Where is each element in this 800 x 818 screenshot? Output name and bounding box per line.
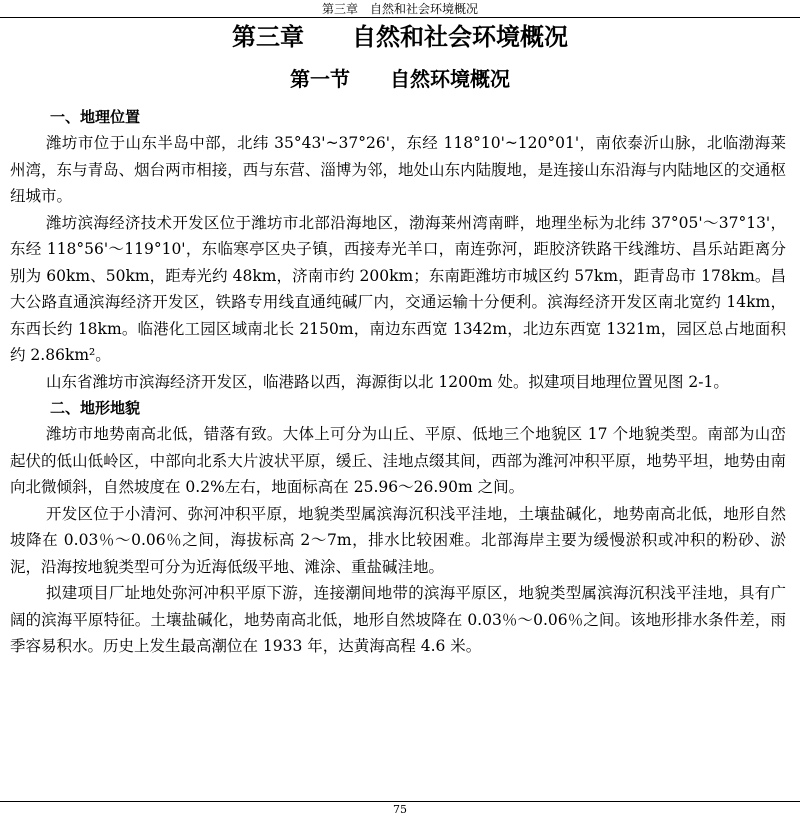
subsection-heading: 一、地理位置 [50,108,141,126]
paragraph: 山东省潍坊市滨海经济开发区，临港路以西，海源街以北 1200m 处。拟建项目地理位置见图 2-1。 [46,372,729,391]
section-title: 第一节 自然环境概况 [290,67,510,91]
paragraph: 潍坊市位于山东半岛中部，北纬 35°43'~37°26'，东经 118°10'~120°01'，南依泰沂山脉，北临渤海莱州湾，东与青岛、烟台两市相接，西与东营、淄博为邻，地处山东内陆腹地，是连接山东沿海与内陆地区的交通枢纽城市。 [10,134,786,205]
page-number: 75 [393,803,407,816]
paragraph: 潍坊市地势南高北低，错落有致。大体上可分为山丘、平原、低地三个地貌区 17 个地貌类型。南部为山峦起伏的低山低岭区，中部向北系大片波状平原，缓丘、洼地点缀其间，西部为潍河冲积平原，地势平坦，地势由南向北微倾斜，自然坡度在 0.2%左右，地面标高在 25.96～26.90m 之间。 [10,425,786,496]
paragraph: 潍坊滨海经济技术开发区位于潍坊市北部沿海地区，渤海莱州湾南畔，地理坐标为北纬 37°05'～37°13'，东经 118°56'～119°10'，东临寒亭区央子镇，西接寿光羊口，南连弥河，距胶济铁路干线潍坊、昌乐站距离分别为 60km、50km，距寿光约 48km，济南市约 200km；东南距潍坊市城区约 57km，距青岛市 178km。昌大公路直通滨海经济开发区，铁路专用线直通纯碱厂内，交通运输十分便利。滨海经济开发区南北宽约 14km，东西长约 18km。临港化工园区域南北长 2150m，南边东西宽 1342m，北边东西宽 1321m，园区总占地面积约 2.86km²。 [10,213,786,364]
paragraph: 拟建项目厂址地处弥河冲积平原下游，连接潮间地带的滨海平原区，地貌类型属滨海沉积浅平洼地，具有广阔的滨海平原特征。土壤盐碱化，地势南高北低，地形自然坡降在 0.03％～0.06％之间。该地形排水条件差，雨季容易积水。历史上发生最高潮位在 1933 年，达黄海高程 4.6 米。 [10,584,786,655]
footer-rule [0,801,800,802]
chapter-title: 第三章 自然和社会环境概况 [232,23,568,51]
running-header: 第三章 自然和社会环境概况 [321,2,478,16]
subsection-heading: 二、地形地貌 [50,399,141,417]
body-text [10,104,786,660]
header-rule [0,17,800,18]
paragraph: 开发区位于小清河、弥河冲积平原，地貌类型属滨海沉积浅平洼地，土壤盐碱化，地势南高北低，地形自然坡降在 0.03％～0.06％之间，海拔标高 2～7m，排水比较困难。北部海岸主要为缓慢淤积或冲积的粉砂、淤泥，沿海按地貌类型可分为近海低级平地、滩涂、重盐碱洼地。 [10,504,786,576]
